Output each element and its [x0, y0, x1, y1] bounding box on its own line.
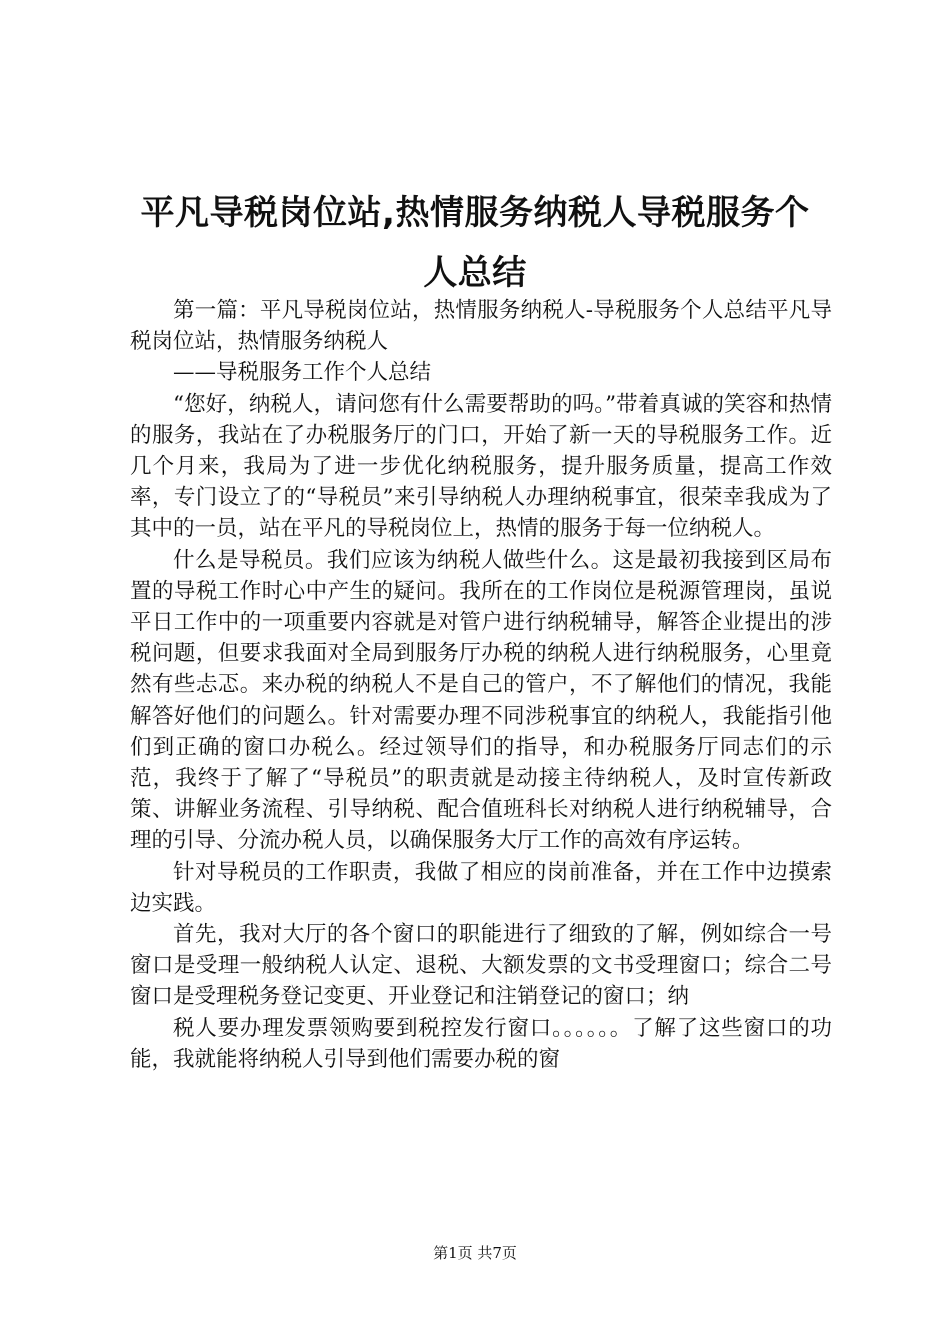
paragraph: 首先，我对大厅的各个窗口的职能进行了细致的了解，例如综合一号窗口是受理一般纳税人认定、退税、大额发票的文书受理窗口；综合二号窗口是受理税务登记变更、开业登记和注销登记的窗口；纳: [130, 922, 832, 1010]
paragraph: “您好，纳税人，请问您有什么需要帮助的吗。”带着真诚的笑容和热情的服务，我站在了办税服务厅的门口，开始了新一天的导税服务工作。近几个月来，我局为了进一步优化纳税服务，提升服务质量，提高工作效率，专门设立了的“导税员”来引导纳税人办理纳税事宜，很荣幸我成为了其中的一员，站在平凡的导税岗位上，热情的服务于每一位纳税人。: [130, 391, 832, 542]
document-title: [120, 183, 830, 303]
document-body: [130, 295, 832, 1075]
paragraph: 针对导税员的工作职责，我做了相应的岗前准备，并在工作中边摸索边实践。: [130, 859, 832, 916]
title-line-2: 人总结: [423, 253, 527, 293]
paragraph: ——导税服务工作个人总结: [173, 360, 432, 386]
paragraph: 什么是导税员。我们应该为纳税人做些什么。这是最初我接到区局布置的导税工作时心中产生的疑问。我所在的工作岗位是税源管理岗，虽说平日工作中的一项重要内容就是对管户进行纳税辅导，解答企业提出的涉税问题，但要求我面对全局到服务厅办税的纳税人进行纳税服务，心里竟然有些忐忑。来办税的纳税人不是自己的管户，不了解他们的情况，我能解答好他们的问题么。针对需要办理不同涉税事宜的纳税人，我能指引他们到正确的窗口办税么。经过领导们的指导，和办税服务厅同志们的示范，我终于了解了“导税员”的职责就是动接主待纳税人，及时宣传新政策、讲解业务流程、引导纳税、配合值班科长对纳税人进行纳税辅导，合理的引导、分流办税人员，以确保服务大厅工作的高效有序运转。: [130, 547, 832, 854]
page-number-footer: 第1页 共7页: [433, 1244, 517, 1262]
title-line-1: 平凡导税岗位站,热情服务纳税人导税服务个: [140, 193, 810, 233]
paragraph: 第一篇：平凡导税岗位站，热情服务纳税人-导税服务个人总结平凡导税岗位站，热情服务纳税人: [130, 298, 832, 355]
paragraph: 税人要办理发票领购要到税控发行窗口。。。。。。了解了这些窗口的功能，我就能将纳税人引导到他们需要办税的窗: [130, 1015, 832, 1072]
